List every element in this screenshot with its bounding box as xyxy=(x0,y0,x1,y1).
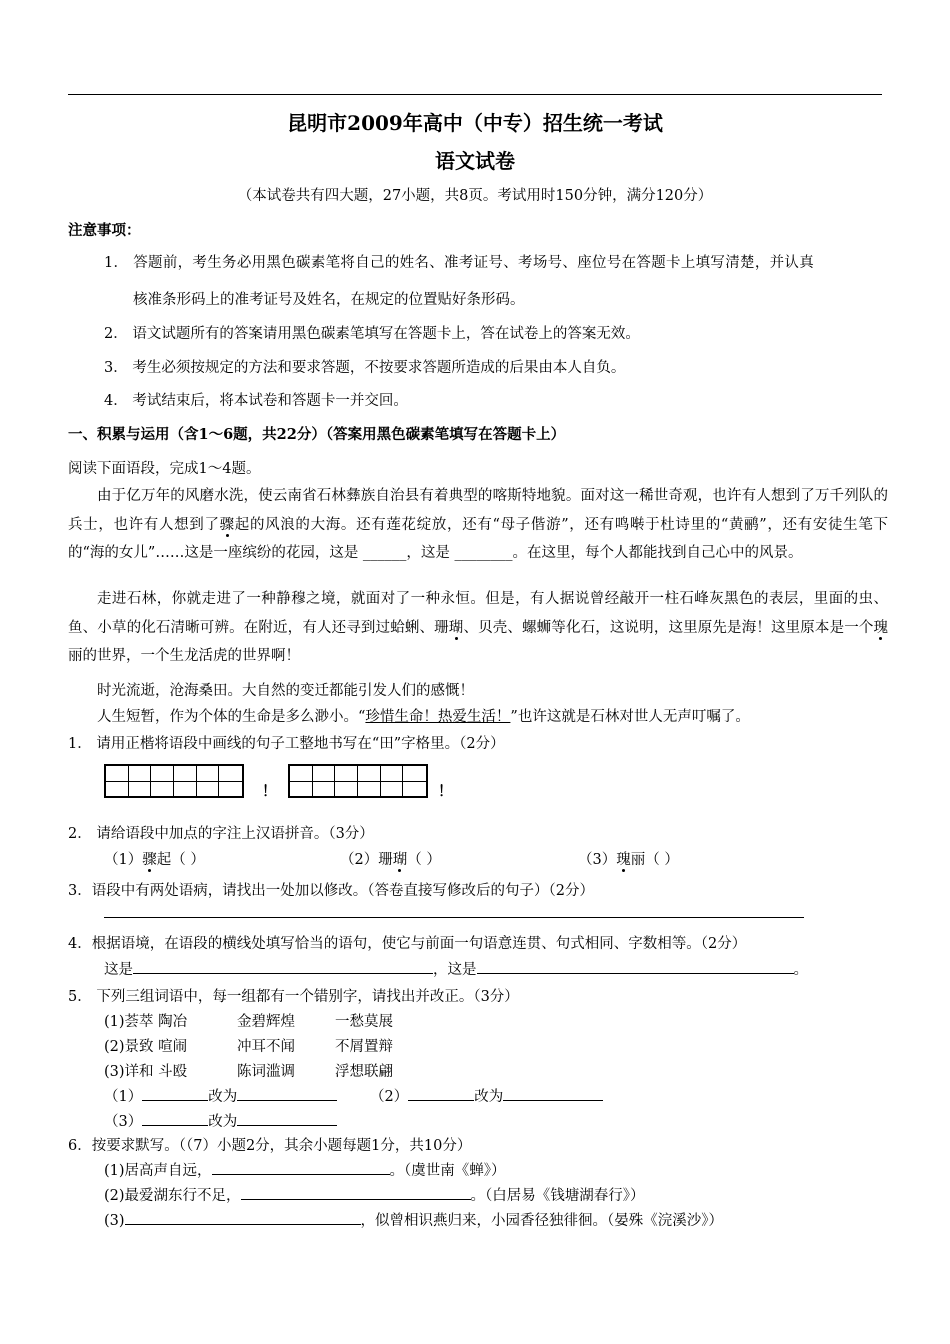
notice-item-1-cont: 核准条形码上的准考证号及姓名，在规定的位置贴好条形码。 xyxy=(133,292,525,308)
question-3: 3．语段中有两处语病，请找出一处加以修改。（答卷直接写修改后的句子）（2分） xyxy=(68,883,594,899)
q6-line-3: (3) ，似曾相识燕归来，小园香径独徘徊。（晏殊《浣溪沙》） xyxy=(104,1209,723,1230)
q5-row-2-c: 不屑置辩 xyxy=(335,1039,393,1055)
q5-row-1-c: 一愁莫展 xyxy=(335,1014,393,1030)
q5-row-2-a: (2)景致 喧闹 xyxy=(104,1039,188,1055)
dotted-char: 瑰 xyxy=(873,619,889,636)
q5-fix-3: （3） 改为 xyxy=(104,1110,337,1131)
exam-info: （本试卷共有四大题，27小题，共8页。考试用时150分钟，满分120分） xyxy=(237,188,713,204)
q5-fix-1: （1） 改为 xyxy=(104,1085,337,1106)
question-6: 6．按要求默写。（（7）小题2分，其余小题每题1分，共10分） xyxy=(68,1138,472,1154)
q5-row-1-b: 金碧辉煌 xyxy=(237,1014,295,1030)
notice-item-4: 4． 考试结束后，将本试卷和答题卡一并交回。 xyxy=(104,393,408,409)
notice-item-3: 3． 考生必须按规定的方法和要求答题，不按要求答题所造成的后果由本人自负。 xyxy=(104,360,626,376)
passage-paragraph-1: 由于亿万年的风磨水洗，使云南省石林彝族自治县有着典型的喀斯特地貌。面对这一稀世奇观，也许有人想到了万千列队的兵士，也许有人想到了骤起的风浪的大海。还有莲花绽放，还有“母子偕游”，还有鸣啭于杜诗里的“黄鹂”，还有安徒生笔下的“海的女儿”……这是一座缤纷的花园，这是 ______，这是 ________。在这里，每个人都能找到自己心中的风景。 xyxy=(68,488,889,561)
exam-title: 昆明市2009年高中（中专）招生统一考试 xyxy=(287,111,663,135)
blank-q5-3b[interactable] xyxy=(237,1111,337,1126)
notice-item-2: 2． 语文试题所有的答案请用黑色碳素笔填写在答题卡上，答在试卷上的答案无效。 xyxy=(104,326,640,342)
blank-q5-1b[interactable] xyxy=(237,1086,337,1101)
question-5: 5． 下列三组词语中，每一组都有一个错别字，请找出并改正。（3分） xyxy=(68,989,519,1005)
question-2-item-1: （1）骤起（ ） xyxy=(104,852,205,868)
q5-row-3-c: 浮想联翩 xyxy=(335,1064,393,1080)
blank-q6-2[interactable] xyxy=(241,1185,471,1200)
blank-q6-3[interactable] xyxy=(125,1210,361,1225)
question-4: 4．根据语境，在语段的横线处填写恰当的语句，使它与前面一句语意连贯、句式相同、字数相等。（2分） xyxy=(68,936,747,952)
question-4-blanks: 这是 ，这是 。 xyxy=(104,958,808,979)
question-2: 2． 请给语段中加点的字注上汉语拼音。（3分） xyxy=(68,826,374,842)
q5-row-3-b: 陈词滥调 xyxy=(237,1064,295,1080)
question-2-item-3: （3）瑰丽（ ） xyxy=(578,852,679,868)
blank-q5-1a[interactable] xyxy=(142,1086,208,1101)
q6-line-2: (2)最爱湖东行不足， 。（白居易《钱塘湖春行》） xyxy=(104,1184,645,1205)
passage-paragraph-4: 人生短暂，作为个体的生命是多么渺小。“珍惜生命！热爱生活！”也许这就是石林对世人无声叮嘱了。 xyxy=(97,709,750,725)
blank-q4-1[interactable] xyxy=(133,959,433,974)
question-1: 1． 请用正楷将语段中画线的句子工整地书写在“田”字格里。（2分） xyxy=(68,736,505,752)
tian-grid-1[interactable] xyxy=(104,764,244,798)
dotted-char: 瑚 xyxy=(448,619,464,636)
blank-q4-2[interactable] xyxy=(477,959,794,974)
q5-row-2-b: 冲耳不闻 xyxy=(237,1039,295,1055)
q5-row-3-a: (3)详和 斗殴 xyxy=(104,1064,188,1080)
passage-paragraph-2: 走进石林，你就走进了一种静穆之境，就面对了一种永恒。但是，有人据说曾经敲开一柱石峰灰黑色的表层，里面的虫、鱼、小草的化石清晰可辨。在附近，有人还寻到过蛤蜊、珊瑚、贝壳、螺蛳等化石，这说明，这里原先是海！这里原本是一个瑰丽的世界，一个生龙活虎的世界啊！ xyxy=(68,591,889,664)
section1-heading: 一、积累与运用（含1～6题，共22分）（答案用黑色碳素笔填写在答题卡上） xyxy=(68,426,566,443)
q5-fix-2: （2） 改为 xyxy=(370,1085,603,1106)
underlined-sentence: 珍惜生命！热爱生活！ xyxy=(365,709,511,725)
q6-line-1: (1)居高声自远， 。（虞世南《蝉》） xyxy=(104,1159,506,1180)
answer-line-q3[interactable] xyxy=(104,917,804,918)
grid-exclamation-2: ！ xyxy=(438,783,453,800)
grid-exclamation-1: ！ xyxy=(262,783,277,800)
tian-grid-2[interactable] xyxy=(288,764,428,798)
blank-q5-3a[interactable] xyxy=(142,1111,208,1126)
blank-q5-2b[interactable] xyxy=(503,1086,603,1101)
exam-subtitle: 语文试卷 xyxy=(435,149,515,173)
q5-row-1-a: (1)荟萃 陶冶 xyxy=(104,1014,188,1030)
question-2-item-2: （2）珊瑚（ ） xyxy=(340,852,441,868)
blank-q5-2a[interactable] xyxy=(408,1086,474,1101)
section1-intro: 阅读下面语段，完成1～4题。 xyxy=(68,461,261,477)
notice-heading: 注意事项： xyxy=(68,222,141,239)
blank-q6-1[interactable] xyxy=(212,1160,390,1175)
top-rule xyxy=(68,94,882,95)
dotted-char: 骤 xyxy=(219,516,235,533)
passage-paragraph-3: 时光流逝，沧海桑田。大自然的变迁都能引发人们的感慨！ xyxy=(97,683,474,699)
notice-item-1: 1． 答题前，考生务必用黑色碳素笔将自己的姓名、准考证号、考场号、座位号在答题卡上填写清楚，并认真 xyxy=(104,255,815,271)
